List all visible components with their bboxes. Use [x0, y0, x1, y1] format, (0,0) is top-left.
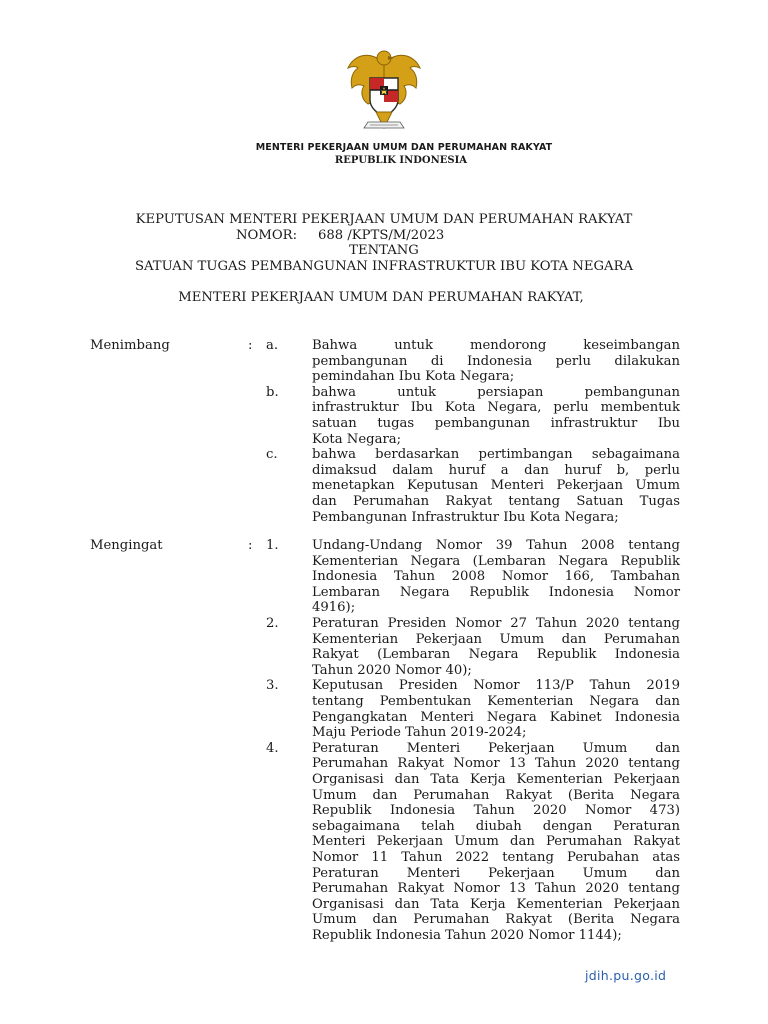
menimbang-item-line: satuan tugas pembangunan infrastruktur Ibu — [312, 415, 680, 431]
mengingat-item-line: Organisasi dan Tata Kerja Kementerian Pekerjaan — [312, 771, 680, 787]
mengingat-item-line: Kementerian Pekerjaan Umum dan Perumahan — [312, 631, 680, 647]
mengingat-item-line: Republik Indonesia Tahun 2020 Nomor 1144); — [312, 927, 622, 943]
mengingat-item-line: Perumahan Rakyat Nomor 13 Tahun 2020 tentang — [312, 756, 680, 772]
garuda-emblem-icon — [344, 44, 424, 136]
mengingat-item-line: Kementerian Negara (Lembaran Negara Republik — [312, 553, 680, 569]
menimbang-item-line: Kota Negara; — [312, 431, 402, 447]
menimbang-item-line: bahwa untuk persiapan pembangunan — [312, 384, 680, 400]
mengingat-item-line: Rakyat (Lembaran Negara Republik Indonesia — [312, 647, 680, 663]
mengingat-item-marker: 3. — [266, 678, 279, 694]
mengingat-item-line: Keputusan Presiden Nomor 113/P Tahun 2019 — [312, 678, 680, 694]
mengingat-colon: : — [248, 538, 253, 553]
mengingat-item-line: Umum dan Perumahan Rakyat (Berita Negara — [312, 912, 680, 928]
mengingat-item-line: Undang-Undang Nomor 39 Tahun 2008 tentang — [312, 538, 680, 553]
mengingat-item-line: Menteri Pekerjaan Umum dan Perumahan Rakyat — [312, 834, 680, 850]
mengingat-item-line: Tahun 2020 Nomor 40); — [312, 662, 472, 678]
mengingat-item-line: Indonesia Tahun 2008 Nomor 166, Tambahan — [312, 569, 680, 585]
mengingat-item-line: Perumahan Rakyat Nomor 13 Tahun 2020 tentang — [312, 881, 680, 897]
mengingat-item-marker: 4. — [266, 740, 279, 756]
mengingat-item-line: Peraturan Menteri Pekerjaan Umum dan — [312, 740, 680, 756]
republic-heading: REPUBLIK INDONESIA — [334, 155, 468, 166]
menimbang-item-line: menetapkan Keputusan Menteri Pekerjaan Umum — [312, 478, 680, 494]
menimbang-item-line: bahwa berdasarkan pertimbangan sebagaimana — [312, 447, 680, 463]
mengingat-item-line: Maju Periode Tahun 2019-2024; — [312, 725, 527, 741]
mengingat-item-line: Organisasi dan Tata Kerja Kementerian Pekerjaan — [312, 896, 680, 912]
mengingat-item-line: Umum dan Perumahan Rakyat (Berita Negara — [312, 787, 680, 803]
decree-tentang: TENTANG — [349, 243, 419, 259]
mengingat-item-line: tentang Pembentukan Kementerian Negara dan — [312, 693, 680, 709]
mengingat-item-line: Peraturan Presiden Nomor 27 Tahun 2020 tentang — [312, 616, 680, 631]
decree-subject: SATUAN TUGAS PEMBANGUNAN INFRASTRUKTUR IBU KOTA NEGARA — [134, 258, 634, 274]
mengingat-item-line: sebagaimana telah diubah dengan Peraturan — [312, 818, 680, 834]
menimbang-item-line: pemindahan Ibu Kota Negara; — [312, 369, 515, 385]
mengingat-item-marker: 1. — [266, 538, 279, 553]
decree-number: NOMOR: 688 /KPTS/M/2023 — [236, 227, 445, 243]
menimbang-item-line: infrastruktur Ibu Kota Negara, perlu membentuk — [312, 400, 680, 416]
mengingat-label: Mengingat — [90, 538, 163, 553]
menimbang-item-marker: a. — [266, 338, 279, 353]
menimbang-item-marker: b. — [266, 384, 279, 400]
menimbang-item-line: dan Perumahan Rakyat tentang Satuan Tugas — [312, 493, 680, 509]
menimbang-label: Menimbang — [90, 338, 170, 353]
minister-heading: MENTERI PEKERJAAN UMUM DAN PERUMAHAN RAKYAT, — [178, 290, 584, 305]
menimbang-item-line: Bahwa untuk mendorong keseimbangan — [312, 338, 680, 353]
ministry-heading: MENTERI PEKERJAAN UMUM DAN PERUMAHAN RAKYAT — [255, 142, 553, 153]
jdih-footer-link[interactable]: jdih.pu.go.id — [585, 968, 667, 983]
mengingat-item-line: Republik Indonesia Tahun 2020 Nomor 473) — [312, 803, 680, 819]
menimbang-item-line: dimaksud dalam huruf a dan huruf b, perlu — [312, 462, 680, 478]
mengingat-item-line: Pengangkatan Menteri Negara Kabinet Indonesia — [312, 709, 680, 725]
mengingat-item-line: Lembaran Negara Republik Indonesia Nomor — [312, 584, 680, 600]
mengingat-item-line: Nomor 11 Tahun 2022 tentang Perubahan atas — [312, 849, 680, 865]
menimbang-item-line: pembangunan di Indonesia perlu dilakukan — [312, 353, 680, 369]
menimbang-item-line: Pembangunan Infrastruktur Ibu Kota Negara; — [312, 509, 619, 525]
menimbang-item-marker: c. — [266, 447, 278, 463]
mengingat-item-marker: 2. — [266, 616, 279, 631]
decree-title-block — [0, 212, 768, 274]
decree-title: KEPUTUSAN MENTERI PEKERJAAN UMUM DAN PERUMAHAN RAKYAT — [135, 212, 633, 227]
mengingat-item-line: Peraturan Menteri Pekerjaan Umum dan — [312, 865, 680, 881]
menimbang-colon: : — [248, 338, 253, 353]
mengingat-item-line: 4916); — [312, 600, 356, 616]
